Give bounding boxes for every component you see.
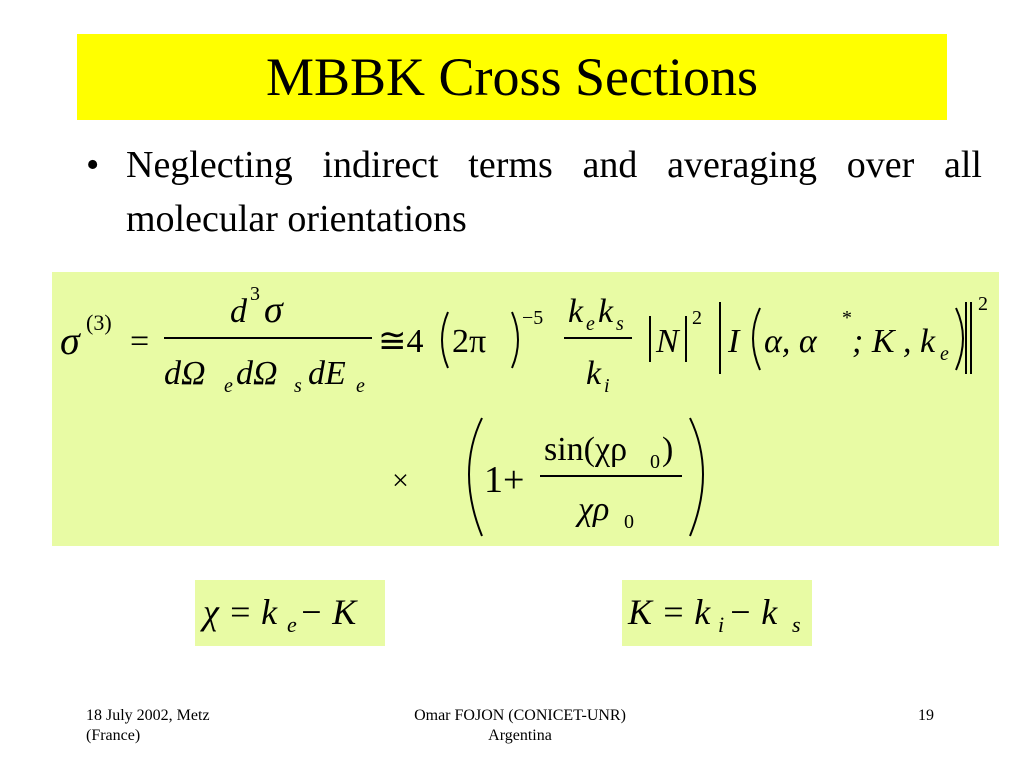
paren-right-I <box>956 308 963 370</box>
bullet-marker: • <box>86 144 100 186</box>
K-sub-s: s <box>792 612 801 637</box>
formula-one-plus: 1+ <box>484 459 525 501</box>
paren-left-big <box>469 418 482 536</box>
formula-sin-num: sin(χρ <box>544 431 628 468</box>
chi-lhs: χ = k <box>203 592 278 632</box>
paren-right-2pi <box>512 312 518 368</box>
formula-star: * <box>842 307 852 329</box>
formula-ks-sub: s <box>616 313 624 335</box>
formula-chi-rho-sub: 0 <box>624 511 634 533</box>
formula-times: × <box>392 464 409 497</box>
formula-ki: k <box>586 355 602 392</box>
formula-numerator-d: d <box>230 293 247 330</box>
formula-sin-close: ) <box>662 431 674 468</box>
slide-title: MBBK Cross Sections <box>265 47 759 107</box>
formula-I: I <box>728 323 740 360</box>
formula-den-dE: dE <box>308 355 346 392</box>
formula-K-ke: ; K , k <box>852 323 936 360</box>
formula-exp-m5: −5 <box>522 307 544 329</box>
formula-K-sub: e <box>940 343 949 365</box>
formula-alpha: α, α <box>764 323 817 360</box>
formula-numerator-sigma: σ <box>264 289 283 331</box>
formula-den-e-sub: e <box>224 375 233 397</box>
footer-date <box>86 706 210 746</box>
formula-ke: k <box>568 293 584 330</box>
K-definition-svg <box>622 580 812 646</box>
formula-N-exp: 2 <box>692 307 702 329</box>
formula-den-s-sub: s <box>294 375 302 397</box>
footer-date-line1: 18 July 2002, Metz <box>86 707 210 724</box>
footer-page-number: 19 <box>918 707 934 724</box>
formula-numerator-exp: 3 <box>250 283 260 305</box>
formula-den-e2-sub: e <box>356 375 365 397</box>
formula-ki-sub: i <box>604 375 610 397</box>
chi-rhs: − K <box>299 592 357 632</box>
bullet-point <box>86 138 982 246</box>
chi-sub: e <box>287 612 297 637</box>
formula-den-dOmega-e: dΩ <box>164 355 206 392</box>
chi-definition <box>195 580 385 646</box>
footer-author <box>370 706 670 746</box>
K-sub-i: i <box>718 612 725 637</box>
formula-den-dOmega-s: dΩ <box>236 355 278 392</box>
cross-section-formula <box>52 272 999 546</box>
K-mid: − k <box>728 592 778 632</box>
paren-left-I <box>753 308 760 370</box>
formula-svg <box>52 272 999 546</box>
formula-equals: = <box>130 323 150 360</box>
formula-sigma: σ <box>60 318 80 363</box>
formula-sigma-superscript: (3) <box>86 310 112 335</box>
formula-sin-sub: 0 <box>650 451 660 473</box>
title-banner <box>77 34 947 120</box>
footer-author-line1: Omar FOJON (CONICET-UNR) <box>414 707 626 724</box>
chi-definition-svg <box>195 580 385 646</box>
paren-left-2pi <box>442 312 448 368</box>
K-lhs: K = k <box>628 592 711 632</box>
formula-2pi: 2π <box>452 323 487 360</box>
formula-abs-exp: 2 <box>978 293 988 315</box>
formula-N: N <box>656 323 679 360</box>
formula-ks: k <box>598 293 614 330</box>
formula-chi-rho: χρ <box>578 491 610 528</box>
formula-ke-sub: e <box>586 313 595 335</box>
formula-approx-4: ≅4 <box>378 323 424 360</box>
footer-author-line2: Argentina <box>488 727 552 744</box>
footer-date-line2: (France) <box>86 727 141 744</box>
paren-right-big <box>690 418 703 536</box>
bullet-text: Neglecting indirect terms and averaging over all molecular orientations <box>126 144 982 240</box>
K-definition <box>622 580 812 646</box>
